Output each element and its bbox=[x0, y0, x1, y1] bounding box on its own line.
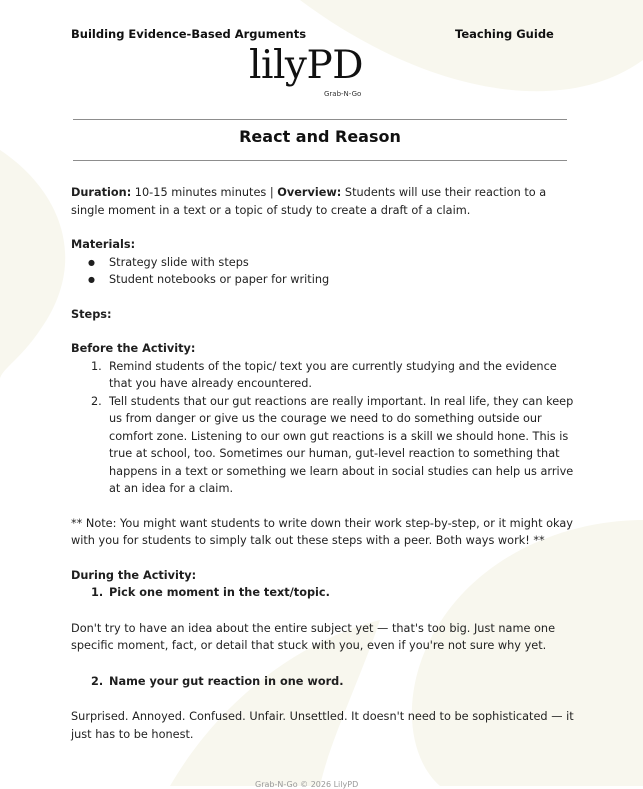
before-activity-heading: Before the Activity: bbox=[71, 342, 196, 355]
duration-value: 10-15 minutes minutes | bbox=[131, 186, 278, 199]
before-activity-list bbox=[71, 358, 579, 498]
list-item: ● Student notebooks or paper for writing bbox=[71, 271, 579, 289]
item-text: Tell students that our gut reactions are really important. In real life, they can keep us from danger or give us the courage we need to do something outside our comfort zone. Listening to our own gut reactions is a skill we should hone. This is true at school, too. Sometimes our human, gut-level reaction to something that happens in a text or something we learn about in social studies can help us arrive at an idea for a claim. bbox=[109, 394, 574, 495]
list-item bbox=[71, 673, 579, 691]
note-paragraph: ** Note: You might want students to write down their work step-by-step, or it might okay with you for students to simply talk out these steps with a peer. Both ways work! ** bbox=[71, 516, 573, 547]
step-2-description: Surprised. Annoyed. Confused. Unfair. Unsettled. It doesn't need to be sophisticated — it just has to be honest. bbox=[71, 710, 574, 741]
item-number: 2. bbox=[91, 674, 104, 688]
materials-list bbox=[71, 254, 579, 289]
list-item bbox=[71, 358, 579, 393]
materials-heading: Materials: bbox=[71, 238, 136, 251]
item-number: 1. bbox=[91, 586, 104, 599]
page-title: React and Reason bbox=[239, 127, 401, 146]
item-number: 2. bbox=[91, 394, 102, 408]
steps-heading: Steps: bbox=[71, 307, 112, 321]
title-top-divider bbox=[73, 119, 567, 120]
step-1-description: Don't try to have an idea about the entire subject yet — that's too big. Just name one specific moment, fact, or detail that stuck with you, even if you're not sure why yet. bbox=[71, 621, 556, 652]
list-item bbox=[71, 584, 579, 602]
overview-label: Overview: bbox=[277, 186, 342, 199]
page-footer: Grab-N-Go © 2026 LilyPD bbox=[255, 780, 359, 789]
item-title: Pick one moment in the text/topic. bbox=[109, 586, 330, 599]
duration-label: Duration: bbox=[71, 186, 132, 199]
during-step-2 bbox=[71, 673, 579, 691]
overview-text: Students will use their reaction to a single moment in a text or a topic of study to create a draft of a claim. bbox=[71, 186, 547, 217]
duration-overview-paragraph bbox=[71, 184, 579, 219]
list-item bbox=[71, 393, 579, 498]
title-bottom-divider bbox=[73, 160, 567, 161]
guide-type-label: Teaching Guide bbox=[455, 27, 554, 41]
document-body bbox=[71, 184, 579, 743]
lilypd-logo: lilyPD bbox=[249, 43, 363, 88]
item-text: Remind students of the topic/ text you are currently studying and the evidence that you have already encountered. bbox=[109, 359, 557, 390]
logo-subtitle: Grab-N-Go bbox=[324, 90, 362, 98]
item-number: 1. bbox=[91, 359, 102, 373]
during-activity-heading: During the Activity: bbox=[71, 568, 197, 582]
during-step-1 bbox=[71, 584, 579, 602]
list-item: ● Strategy slide with steps bbox=[71, 254, 579, 272]
item-title: Name your gut reaction in one word. bbox=[109, 674, 344, 688]
guide-series-title: Building Evidence-Based Arguments bbox=[71, 27, 307, 41]
